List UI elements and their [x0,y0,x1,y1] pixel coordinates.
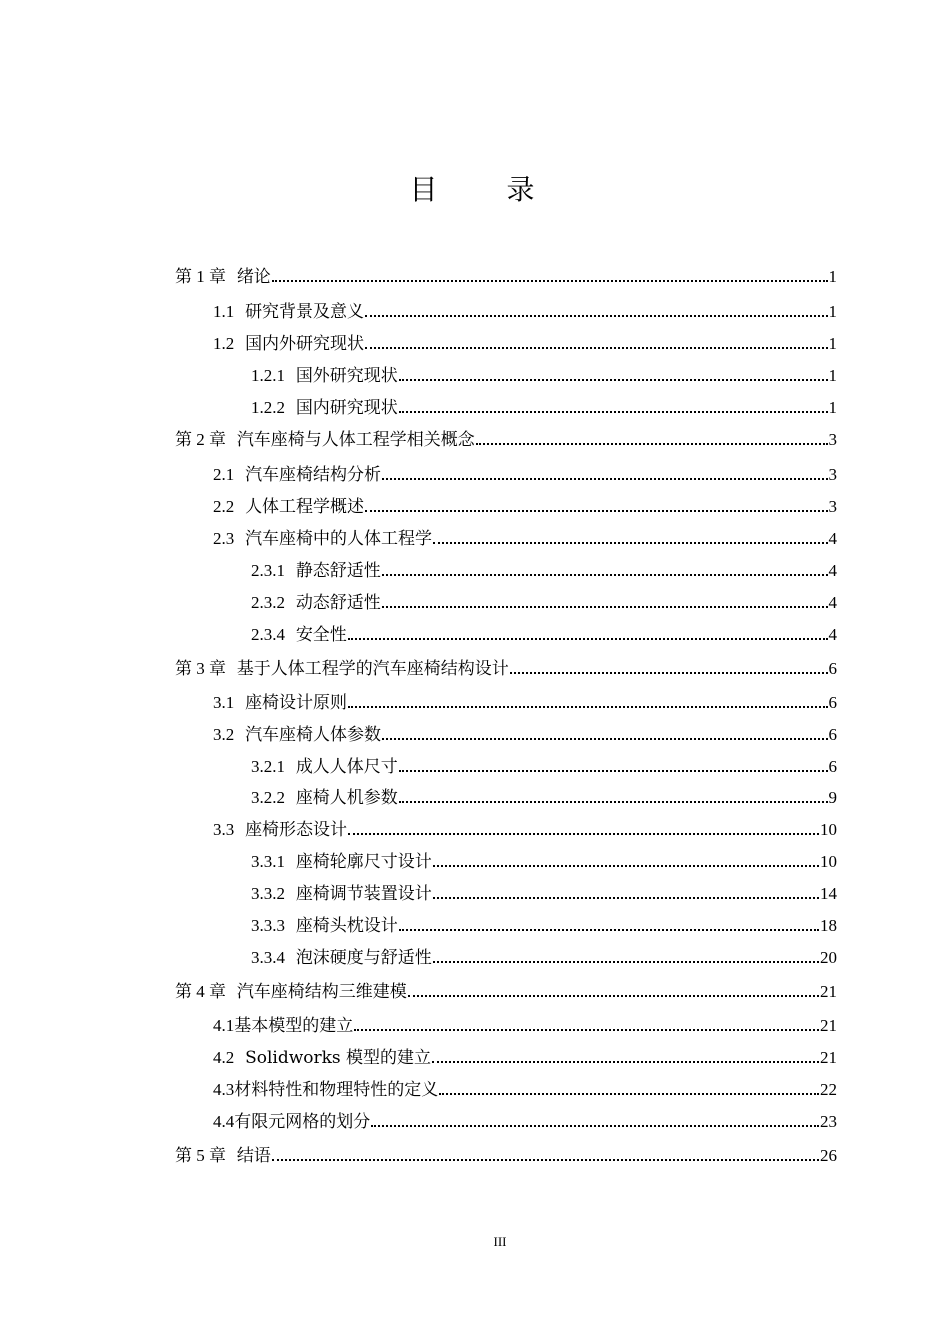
toc-entry-gap [285,757,296,777]
toc-entry-number: 3.2.2 [251,788,285,807]
toc-page-number: 1 [828,366,837,385]
toc-entry-number: 3.3 [213,820,235,839]
toc-page-number: 6 [828,659,837,678]
toc-entry[interactable] [175,659,837,679]
toc-entry-title: 动态舒适性 [295,593,381,613]
toc-entry-label [251,561,381,581]
toc-entry-number: 2.2 [213,497,235,516]
toc-dot-leader [439,1092,819,1095]
toc-dot-leader [365,346,827,349]
toc-dot-leader [399,928,819,931]
toc-entry-number: 第 1 章 [175,267,226,286]
toc-entry-label [251,852,432,872]
toc-entry[interactable] [175,693,837,713]
toc-entry-label [175,982,407,1002]
toc-entry-label [175,430,475,450]
toc-entry[interactable] [175,366,837,386]
toc-entry-title: 国内外研究现状 [245,334,365,354]
toc-page-number: 4 [828,625,837,644]
toc-dot-leader [433,541,827,544]
toc-entry-number: 第 3 章 [175,659,226,678]
toc-page-number: 20 [820,948,837,967]
toc-dot-leader [348,705,827,708]
toc-entry-gap [234,465,245,485]
toc-page-number: 6 [828,757,837,776]
toc-dot-leader [371,1124,819,1127]
toc-entry-gap [285,916,296,936]
toc-entry[interactable] [175,430,837,450]
toc-entry[interactable] [175,561,837,581]
toc-entry-label [213,465,381,485]
toc-dot-leader [399,769,828,772]
toc-entry-number: 1.1 [213,302,235,321]
toc-entry[interactable] [175,757,837,777]
toc-entry-number: 第 5 章 [175,1146,226,1165]
toc-entry-gap [234,497,245,517]
toc-entry-gap [234,1048,245,1068]
toc-page-number: 1 [828,334,837,353]
toc-entry-title: 研究背景及意义 [245,302,365,322]
toc-entry-title: 基本模型的建立 [234,1016,354,1036]
toc-entry-label [175,1146,271,1166]
toc-entry-number: 2.1 [213,465,235,484]
toc-dot-leader [348,637,828,640]
toc-dot-leader [348,832,819,835]
toc-entry-number: 3.1 [213,693,235,712]
toc-entry-title: 汽车座椅结构分析 [245,465,382,485]
toc-entry-title: 有限元网格的划分 [234,1112,371,1132]
toc-entry[interactable] [175,820,837,840]
toc-entry-gap [226,1146,237,1166]
toc-entry[interactable] [175,398,837,418]
toc-entry-gap [234,725,245,745]
toc-entry-number: 1.2.2 [251,398,285,417]
toc-entry-title: 座椅人机参数 [295,788,398,808]
toc-entry-number: 4.4 [213,1112,235,1131]
toc-entry-gap [234,529,245,549]
toc-page-number: 3 [828,430,837,449]
toc-entry-title: Solidworks 模型的建立 [245,1048,432,1068]
toc-entry-title: 汽车座椅中的人体工程学 [245,529,433,549]
toc-entry-gap [285,948,296,968]
toc-page-number: 4 [828,529,837,548]
toc-page-number: 21 [820,1016,837,1035]
toc-entry-number: 4.2 [213,1048,235,1067]
toc-entry[interactable] [175,625,837,645]
toc-dot-leader [365,509,827,512]
toc-dot-leader [399,410,828,413]
toc-entry-label [213,1112,370,1132]
toc-entry-label [213,1016,353,1036]
toc-entry[interactable] [175,1048,837,1068]
toc-entry-gap [234,820,245,840]
toc-page-number: 3 [828,497,837,516]
toc-page-number: 6 [828,725,837,744]
toc-entry[interactable] [175,302,837,322]
toc-dot-leader [408,994,819,997]
toc-entry[interactable] [175,593,837,613]
toc-dot-leader [510,671,828,674]
toc-entry-label [175,267,271,287]
toc-page-number: 22 [820,1080,837,1099]
toc-entry-label [213,725,381,745]
toc-entry-gap [285,593,296,613]
toc-entry[interactable] [175,1016,837,1036]
toc-entry-gap [226,430,237,450]
toc-entry[interactable] [175,529,837,549]
toc-entry-gap [285,884,296,904]
toc-entry-gap [285,561,296,581]
toc-entry-title: 座椅轮廓尺寸设计 [295,852,432,872]
toc-entry-label [213,302,364,322]
toc-entry-title: 绪论 [236,267,271,287]
toc-entry-label [213,529,432,549]
toc-page-number: 3 [828,465,837,484]
toc-page-number: 10 [820,852,837,871]
toc-dot-leader [433,960,819,963]
toc-entry-gap [226,267,237,287]
toc-entry-gap [285,398,296,418]
toc-entry-number: 2.3 [213,529,235,548]
toc-page-number: 4 [828,561,837,580]
toc-entry[interactable] [175,852,837,872]
toc-dot-leader [382,477,827,480]
page-number-footer: III [493,1234,507,1249]
toc-page-number: 9 [828,788,837,807]
toc-entry-title: 人体工程学概述 [245,497,365,517]
toc-dot-leader [433,864,819,867]
toc-dot-leader [476,442,828,445]
toc-entry-title: 材料特性和物理特性的定义 [234,1080,439,1100]
toc-entry-label [213,820,347,840]
toc-entry-title: 座椅调节装置设计 [295,884,432,904]
toc-dot-leader [433,896,819,899]
toc-entry-title: 静态舒适性 [295,561,381,581]
toc-entry-gap [285,366,296,386]
toc-entry-title: 国外研究现状 [295,366,398,386]
toc-entry-title: 安全性 [295,625,347,645]
toc-entry-number: 3.3.2 [251,884,285,903]
toc-entry-label [251,788,398,808]
toc-entry-title: 汽车座椅人体参数 [245,725,382,745]
toc-entry[interactable] [175,1146,837,1166]
toc-entry-number: 3.3.3 [251,916,285,935]
toc-entry-number: 1.2 [213,334,235,353]
toc-entry-title: 基于人体工程学的汽车座椅结构设计 [236,659,509,679]
toc-entry-title: 座椅头枕设计 [295,916,398,936]
toc-dot-leader [365,314,827,317]
toc-entry-label [251,948,432,968]
toc-entry-label [251,366,398,386]
toc-dot-leader [354,1028,819,1031]
toc-dot-leader [382,737,827,740]
toc-page-number: 21 [820,982,837,1001]
toc-dot-leader [272,279,828,282]
toc-dot-leader [382,605,828,608]
toc-entry-number: 2.3.2 [251,593,285,612]
toc-page-number: 1 [828,302,837,321]
toc-entry-gap [234,334,245,354]
toc-entry-number: 3.2.1 [251,757,285,776]
toc-entry[interactable] [175,1080,837,1100]
toc-entry-number: 第 2 章 [175,430,226,449]
toc-dot-leader [382,573,828,576]
toc-entry-title: 汽车座椅结构三维建模 [236,982,407,1002]
toc-dot-leader [432,1060,819,1063]
toc-entry[interactable] [175,267,837,287]
toc-entry[interactable] [175,884,837,904]
toc-page-number: 10 [820,820,837,839]
toc-dot-leader [399,800,828,803]
toc-page-number: 1 [828,398,837,417]
toc-entry-gap [226,982,237,1002]
toc-entry-title: 国内研究现状 [295,398,398,418]
toc-entry-number: 第 4 章 [175,982,226,1001]
toc-entry-number: 2.3.1 [251,561,285,580]
toc-entry-label [213,334,364,354]
page-title: 目 录 [409,173,565,206]
toc-entry-number: 1.2.1 [251,366,285,385]
toc-entry[interactable] [175,1112,837,1132]
toc-entry-label [251,625,347,645]
toc-page-number: 1 [828,267,837,286]
toc-entry-label [175,659,509,679]
toc-page-number: 18 [820,916,837,935]
toc-entry-title: 结语 [236,1146,271,1166]
toc-entry-label [213,497,364,517]
toc-entry-number: 3.3.4 [251,948,285,967]
toc-entry-label [213,1048,431,1068]
toc-entry-gap [285,788,296,808]
toc-entry[interactable] [175,725,837,745]
toc-entry[interactable] [175,948,837,968]
toc-entry[interactable] [175,916,837,936]
toc-entry-label [251,398,398,418]
toc-entry-gap [234,302,245,322]
toc-entry[interactable] [175,497,837,517]
toc-entry-title: 座椅设计原则 [245,693,348,713]
toc-entry-gap [226,659,237,679]
toc-entry-label [251,916,398,936]
toc-entry-title: 成人人体尺寸 [295,757,398,777]
toc-entry-label [251,884,432,904]
toc-entry-number: 3.2 [213,725,235,744]
toc-entry-label [251,757,398,777]
toc-page-number: 14 [820,884,837,903]
toc-entry-title: 汽车座椅与人体工程学相关概念 [236,430,475,450]
toc-entry-label [213,1080,438,1100]
toc-page-number: 4 [828,593,837,612]
toc-entry-title: 泡沫硬度与舒适性 [295,948,432,968]
toc-entry-number: 2.3.4 [251,625,285,644]
toc-entry-number: 3.3.1 [251,852,285,871]
toc-entry[interactable] [175,982,837,1002]
toc-entry[interactable] [175,788,837,808]
toc-dot-leader [399,378,828,381]
toc-page-number: 26 [820,1146,837,1165]
toc-entry[interactable] [175,334,837,354]
toc-entry-gap [285,625,296,645]
toc-entry[interactable] [175,465,837,485]
toc-entry-number: 4.1 [213,1016,235,1035]
toc-entry-label [251,593,381,613]
toc-page-number: 21 [820,1048,837,1067]
toc-entry-title: 座椅形态设计 [245,820,348,840]
toc-page-number: 6 [828,693,837,712]
toc-entry-gap [285,852,296,872]
toc-entry-gap [234,693,245,713]
toc-entry-number: 4.3 [213,1080,235,1099]
toc-entry-label [213,693,347,713]
toc-page-number: 23 [820,1112,837,1131]
toc-dot-leader [272,1158,819,1161]
